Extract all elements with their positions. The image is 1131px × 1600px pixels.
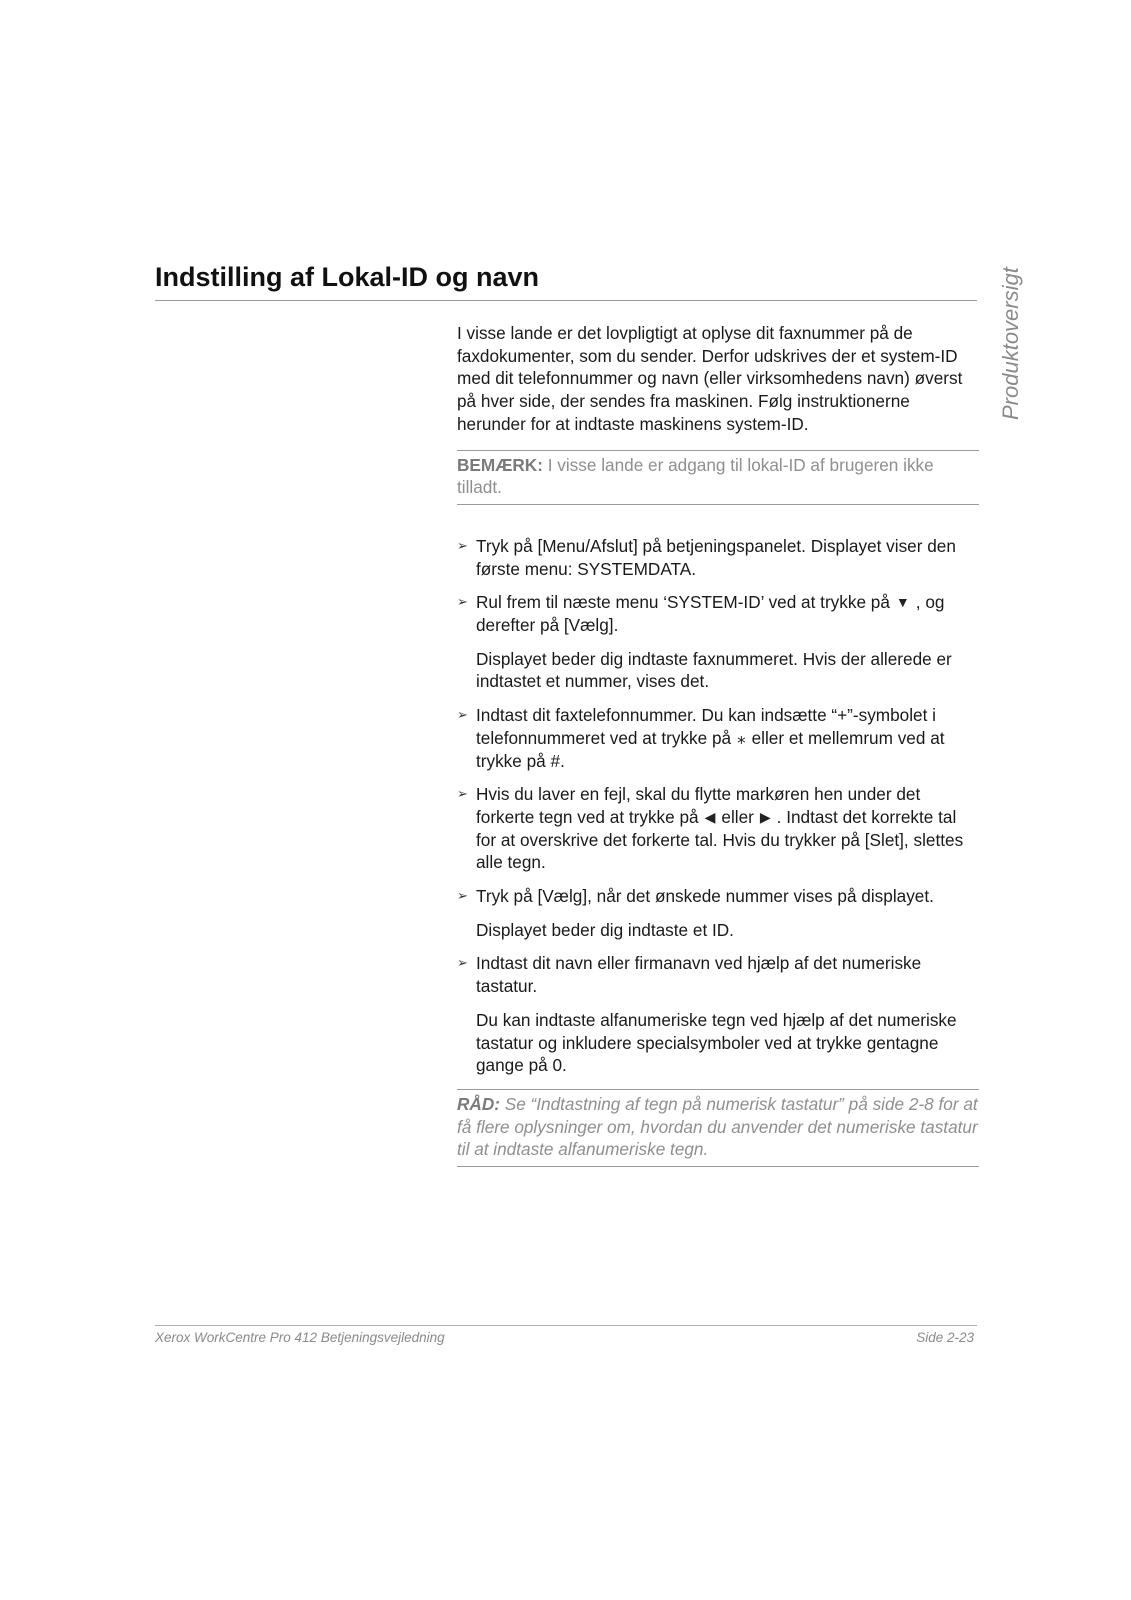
section-tab-label: Produktoversigt — [998, 267, 1023, 420]
bullet-arrow-icon: ➢ — [457, 955, 468, 971]
step-item — [457, 783, 979, 874]
step-text: eller — [721, 806, 754, 827]
step-text: Rul frem til næste menu ‘SYSTEM-ID’ ved at trykke på — [476, 592, 890, 613]
bullet-arrow-icon: ➢ — [457, 707, 468, 723]
step-item — [457, 952, 979, 997]
step-detail: Du kan indtaste alfanumeriske tegn ved hjælp af det numeriske tastatur og inkludere specialsymboler ved at trykke gentagne gange på 0. — [476, 1009, 957, 1076]
step-text: Indtast dit faxtelefonnummer. Du kan indsætte “+”-symbolet i telefonnummeret ved at trykke på — [476, 705, 936, 748]
title-divider — [155, 300, 977, 301]
down-arrow-icon: ▼ — [895, 594, 910, 611]
tip-box — [457, 1089, 979, 1167]
step-item — [457, 535, 979, 580]
left-arrow-icon: ◀ — [704, 808, 716, 825]
footer-divider — [155, 1325, 977, 1326]
main-content — [457, 322, 979, 1167]
bullet-arrow-icon: ➢ — [457, 786, 468, 802]
footer-page-number: Side 2-23 — [916, 1330, 974, 1345]
note-text: I visse lande er adgang til lokal-ID af brugeren ikke tilladt. — [457, 454, 934, 498]
tip-text: Se “Indtastning af tegn på numerisk tastatur” på side 2-8 for at få flere oplysninger om, hvordan du anvender det numeriske tastatur til at indtaste alfanumeriske tegn. — [457, 1093, 978, 1160]
tip-label: RÅD: — [457, 1093, 500, 1114]
step-detail: Displayet beder dig indtaste faxnummeret. Hvis der allerede er indtastet et nummer, vises det. — [476, 648, 952, 692]
footer-manual-title: Xerox WorkCentre Pro 412 Betjeningsvejledning — [155, 1330, 445, 1345]
step-text: eller et mellemrum ved at trykke på #. — [476, 727, 945, 771]
right-arrow-icon: ▶ — [759, 808, 771, 825]
bullet-arrow-icon: ➢ — [457, 888, 468, 904]
page-title: Indstilling af Lokal-ID og navn — [155, 262, 540, 292]
bullet-arrow-icon: ➢ — [457, 594, 468, 610]
intro-paragraph: I visse lande er det lovpligtigt at oplyse dit faxnummer på de faxdokumenter, som du sender. Derfor udskrives der et system-ID med dit telefonnummer og navn (eller virksomhedens navn) øverst på hver side, der sendes fra maskinen. Følg instruktionerne herunder for at indtaste maskinens system-ID. — [457, 323, 963, 434]
step-item — [457, 591, 979, 636]
step-text: Hvis du laver en fejl, skal du flytte markøren hen under det forkerte tegn ved at trykke på — [476, 784, 921, 827]
step-text: , og derefter på [Vælg]. — [476, 592, 945, 636]
note-label: BEMÆRK: — [457, 454, 543, 475]
step-text: Indtast dit navn eller firmanavn ved hjælp af det numeriske tastatur. — [476, 953, 922, 997]
step-text: Tryk på [Menu/Afslut] på betjeningspanelet. Displayet viser den første menu: SYSTEMDATA. — [476, 535, 956, 579]
step-detail: Displayet beder dig indtaste et ID. — [476, 919, 734, 940]
step-item — [457, 704, 979, 772]
note-box — [457, 450, 979, 505]
star-key-icon: ⁎ — [737, 727, 746, 747]
step-item — [457, 885, 979, 908]
step-text: . Indtast det korrekte tal for at overskrive det forkerte tal. Hvis du trykker på [Slet], slettes alle tegn. — [476, 806, 964, 873]
step-text: Tryk på [Vælg], når det ønskede nummer vises på displayet. — [476, 886, 934, 907]
bullet-arrow-icon: ➢ — [457, 537, 468, 553]
